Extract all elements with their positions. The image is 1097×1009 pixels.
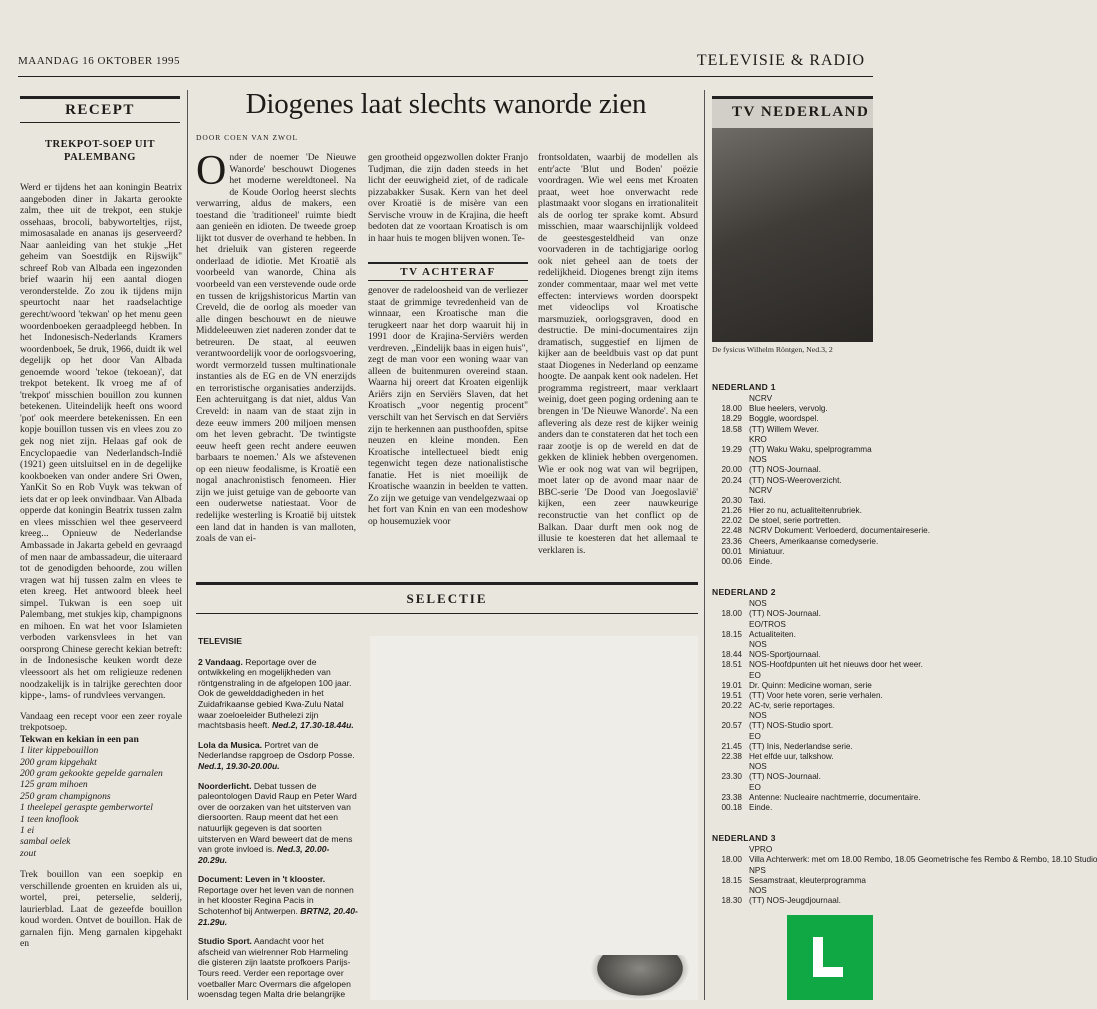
selectie-entry	[198, 740, 358, 772]
article-column-3	[538, 152, 698, 556]
schedule-time	[712, 671, 749, 681]
entry-title: Lola da Musica.	[198, 739, 262, 750]
entry-text: Portret van de Nederlandse rapgroep de Osdorp Posse.	[198, 739, 355, 761]
schedule-row	[712, 516, 873, 526]
schedule-program: EO	[749, 670, 761, 680]
schedule-program: (TT) NOS-Weeroverzicht.	[749, 475, 842, 485]
schedule-row	[712, 886, 873, 896]
schedule-row	[712, 762, 873, 772]
schedule-time	[712, 599, 749, 609]
entry-channel: BRTN2, 20.40-21.29u.	[198, 906, 358, 927]
recipe-body	[20, 182, 182, 950]
schedule-row	[712, 526, 930, 536]
schedule-time	[712, 394, 749, 404]
schedule-time: 18.00	[721, 404, 742, 414]
schedule-row	[712, 425, 873, 435]
article-text: frontsoldaten, waarbij de modellen als entr'acte 'Blut und Boden' poëzie voordragen. Wie wel eens met Kroaten praat, weet hoe onverwacht rede plastmaakt voor slogans en irrationaliteit als de oorlog ter sprake komt. Absurd misschien, maar waarschijnlijk voldeed de geestesgesteldheid van onze voorvaderen in de tachtigjarige oorlog ook niet geheel aan de toets der redelijkheid. Diogenes brengt zijn items zonder commentaar, maar wel met vette effecten: interviews worden doorspekt met videoclips vol Kroatische marsmuziek, oorlogsgraven, dood en destructie. De mini-documentaires zijn dramatisch, suggestief en lijmen de kijker aan de beeldbuis vast op dat punt staat Diogenes in Nederland op eenzame hoogte. De aanpak kent ook nadelen. Het programma registreert, maar verklaart weinig, doet geen poging ordening aan te brengen in 'De Nieuwe Wanorde'. Na een aflevering als deze rest de kijker weinig anders dan te constateren dat het toch een raar zootje is op de wereld en dat de gekken de kliniek hebben overgenomen. Wie er ook nog wat van wil begrijpen, moet later op de avond maar naar de BBC-serie 'De Dood van Joegoslavië' kijken, een zeer nauwkeurige reconstructie van het conflict op de Balkan. Daar durft men ook nog de illusie te koesteren dat het allemaal te verklaren is.	[538, 152, 698, 556]
schedule-row	[712, 465, 873, 475]
selectie-photo	[370, 636, 698, 1000]
schedule-program: (TT) NOS-Journaal.	[749, 772, 821, 782]
schedule-row	[712, 721, 873, 731]
schedule-program: (TT) NOS-Journaal.	[749, 465, 821, 475]
entry-text: Reportage over het leven van de nonnen in het klooster Regina Pacis in Schotenhof bij Antwerpen.	[198, 884, 354, 917]
schedule-row	[712, 445, 873, 455]
selectie-listings	[198, 636, 358, 1009]
schedule-time	[712, 455, 749, 465]
selectie-entry	[198, 781, 358, 866]
ingredient: 1 ei	[20, 824, 35, 836]
schedule-row	[712, 896, 873, 906]
schedule-time: 20.57	[721, 721, 742, 731]
schedule-program: NPS	[749, 865, 766, 875]
schedule-program: (TT) Voor hete voren, serie verhalen.	[749, 690, 883, 700]
schedule-time: 21.45	[721, 741, 742, 751]
entry-channel: Ned.2, 17.30-18.44u.	[272, 720, 354, 731]
ingredient: zout	[20, 847, 36, 859]
schedule-program: Cheers, Amerikaanse comedyserie.	[749, 536, 879, 546]
article-column-2b	[368, 285, 528, 527]
entry-channel: Ned.1, 19.30-20.00u.	[198, 760, 280, 771]
schedule-program: Sesamstraat, kleuterprogramma	[749, 875, 866, 885]
ingredient: 1 teen knoflook	[20, 813, 79, 825]
schedule-row	[712, 650, 873, 660]
ingredient: 200 gram kipgehakt	[20, 756, 97, 768]
schedule-row	[712, 711, 873, 721]
tv-schedule	[712, 382, 1097, 906]
schedule-row	[712, 681, 873, 691]
schedule-program: NOS	[749, 455, 767, 465]
selectie-entry	[198, 936, 358, 1000]
schedule-row	[712, 496, 873, 506]
schedule-program: Antenne: Nucleaire nachtmerrie, documentaire.	[749, 792, 921, 802]
ingredient: 250 gram champignons	[20, 790, 111, 802]
schedule-program: NOS	[749, 639, 767, 649]
schedule-program: Taxi.	[749, 495, 766, 505]
ingredient: 125 gram mihoen	[20, 779, 88, 791]
recipe-header: RECEPT	[20, 96, 180, 123]
masthead	[18, 52, 873, 77]
schedule-row	[712, 783, 873, 793]
schedule-time	[712, 640, 749, 650]
issue-date: MAANDAG 16 OKTOBER 1995	[18, 55, 180, 67]
schedule-program: Einde.	[749, 802, 773, 812]
entry-title: 2 Vandaag.	[198, 656, 243, 667]
schedule-program: Blue heelers, vervolg.	[749, 404, 828, 414]
schedule-program: Hier zo nu, actualiteitenrubriek.	[749, 506, 862, 516]
network-name: NEDERLAND 2	[712, 587, 776, 598]
schedule-time	[712, 866, 749, 876]
schedule-program: NCRV Dokument: Verloederd, documentaireserie.	[749, 526, 930, 536]
schedule-row	[712, 557, 873, 567]
tv-nederland-header	[712, 96, 873, 129]
column-rule	[187, 90, 188, 1000]
article-headline: Diogenes laat slechts wanorde zien	[245, 88, 647, 120]
schedule-time: 22.48	[721, 526, 742, 536]
schedule-row	[712, 855, 1097, 865]
schedule-row	[712, 435, 873, 445]
schedule-time: 20.30	[721, 495, 742, 505]
schedule-program: Boggle, woordspel.	[749, 414, 819, 424]
schedule-row	[712, 414, 873, 424]
rontgen-photo	[712, 128, 873, 342]
schedule-row	[712, 476, 873, 486]
schedule-row	[712, 536, 879, 547]
entry-channel: Ned.3, 20.00-20.29u.	[198, 844, 330, 865]
schedule-row	[712, 866, 873, 876]
schedule-time: 18.30	[721, 896, 742, 906]
schedule-row	[712, 742, 873, 752]
column-label: TV ACHTERAF	[368, 262, 528, 281]
schedule-time: 18.00	[721, 609, 742, 619]
schedule-program: EO	[749, 731, 761, 741]
schedule-time	[712, 762, 749, 772]
ingredients-title: Tekwan en kekian in een pan	[20, 733, 139, 745]
schedule-program: VPRO	[749, 845, 773, 855]
schedule-time: 23.30	[721, 772, 742, 782]
schedule-time: 00.18	[721, 802, 742, 812]
ingredient: 1 liter kippebouillon	[20, 745, 99, 757]
schedule-program: (TT) Waku Waku, spelprogramma	[749, 444, 872, 454]
schedule-program: NCRV	[749, 394, 773, 403]
schedule-time	[712, 845, 749, 855]
entry-title: Document: Leven in 't klooster.	[198, 874, 326, 885]
drop-cap: O	[196, 148, 227, 194]
schedule-time: 21.26	[721, 506, 742, 516]
schedule-time: 19.51	[721, 690, 742, 700]
schedule-row	[712, 671, 873, 681]
schedule-program: AC-tv, serie reportages.	[749, 701, 835, 711]
schedule-row	[712, 630, 873, 640]
schedule-row	[712, 640, 873, 650]
entry-text: Aandacht voor het afscheid van wielrenner Rob Harmeling die gisteren zijn laatste profkoers Parijs-Tours reed. Verder een reportage over voetballer Marc Overmars die afgelopen woensdag tegen Malta drie belangrijke	[198, 936, 351, 1000]
ingredient: 200 gram gekookte gepelde garnalen	[20, 767, 163, 779]
schedule-time: 18.15	[721, 629, 742, 639]
ingredient: 1 theelepel geraspte gemberwortel	[20, 802, 153, 814]
schedule-program: NOS	[749, 762, 767, 772]
schedule-program: (TT) NOS-Journaal.	[749, 609, 821, 619]
schedule-program: (TT) Willem Wever.	[749, 424, 819, 434]
schedule-time	[712, 732, 749, 742]
logo-badge	[787, 915, 873, 1000]
schedule-program: EO/TROS	[749, 619, 786, 629]
schedule-row	[712, 772, 873, 782]
schedule-row	[712, 599, 873, 609]
selectie-entry	[198, 874, 358, 927]
article-column-1	[196, 148, 356, 545]
schedule-row	[712, 547, 873, 557]
selectie-category: TELEVISIE	[198, 636, 242, 646]
schedule-time	[712, 486, 749, 496]
schedule-row	[712, 732, 873, 742]
schedule-row	[712, 701, 873, 711]
schedule-program: Einde.	[749, 557, 773, 566]
schedule-time: 19.01	[721, 680, 742, 690]
schedule-time: 20.24	[721, 475, 742, 485]
schedule-time: 18.58	[721, 424, 742, 434]
schedule-program: Dr. Quinn: Medicine woman, serie	[749, 680, 872, 690]
schedule-time	[712, 435, 749, 445]
selectie-title: SELECTIE	[406, 591, 488, 606]
schedule-time: 20.00	[721, 465, 742, 475]
network-name: NEDERLAND 3	[712, 833, 776, 844]
schedule-row	[712, 404, 873, 414]
schedule-row	[712, 660, 923, 670]
schedule-program: NOS	[749, 711, 767, 721]
schedule-row	[712, 394, 873, 404]
section-title: TELEVISIE & RADIO	[696, 52, 865, 69]
schedule-program: Actualiteiten.	[749, 629, 796, 639]
selectie-header	[196, 582, 698, 614]
recipe-paragraph: Werd er tijdens het aan koningin Beatrix aangeboden diner in Jakarta gerookte zalm, thee uit de trekpot, een stukje ossehaas, brocoli, babyworteltjes, rijst, mimosasalade en ananas ijs geserveerd? Naar aanleiding van het stukje „Het geheim van Soestdijk en Rijswijk" schreef Rob van Albada een ingezonden brief waarin hij een aantal diogen veronderstelde. Zo zou ik tijdens mijn speurtocht naar het raadselachtige gerecht/woord 'tekwan' op het menu geen woordenboeken geraadpleegd hebben. In het Indonesisch-Nederlands Kramers woordenboek, 5e druk, 1966, duidt ik wel degelijk op het door Van Albada genoemde woord 'tekoe (tekoean)', dat trekpot betekent. Ik vroeg me af of 'trekpot' misschien bouillon zou kunnen betekenen. Uiteindelijk heeft ons woord 'pot' ook meerdere betekenissen. En een kopje bouillon tussen vis en vlees zou zo gek nog niet zijn. Helaas gaf ook de Encyclopaedie van Nederlandsch-Indië (1921) geen uitsluitsel en in de degelijke kookboeken van onder andere Sri Owen, YanKit So en Rob Vuyk was tekwan of iets dat er op leek onvindbaar. Van Albada opperde dat koningin Beatrix tussen zalm en vlees misschien wel thee geserveerd kreeg... Opnieuw de Nederlandse Ambassade in Jakarta gebeld en gevraagd of men naar de ambassadeur, die uiteraard tot de genodigden behoorde, zou willen vragen wat hij tussen zalm en vlees te eten kreeg. Het antwoord bleek heel simpel. Tukwan is een soep uit Palembang, met stukjes kip, champignons en mihoen. En wat het voor Islamieten verboden varkensvlees in het van oorsprong Chinese gerecht kekian betreft: in de Indonesische keuken wordt deze vleessoort als het om religieuze redenen noodzakelijk is in talrijke gerechten door kippe-, lams- of rundvlees vervangen.	[20, 182, 182, 702]
schedule-time	[712, 711, 749, 721]
recipe-title: TREKPOT-SOEP UIT PALEMBANG	[44, 139, 156, 163]
photo-caption: De fysicus Wilhelm Röntgen, Ned.3, 2	[712, 345, 833, 354]
schedule-time: 18.00	[721, 855, 742, 865]
schedule-time	[712, 886, 749, 896]
schedule-time: 20.22	[721, 701, 742, 711]
schedule-program: NOS	[749, 599, 767, 609]
schedule-program: EO	[749, 782, 761, 792]
schedule-program: (TT) NOS-Jeugdjournaal.	[749, 896, 841, 906]
ingredient: sambal oelek	[20, 836, 71, 848]
schedule-row	[712, 620, 873, 630]
entry-title: Studio Sport.	[198, 936, 252, 947]
schedule-row	[712, 792, 921, 803]
recipe-intro: Vandaag een recept voor een zeer royale trekpotsoep.	[20, 710, 182, 734]
recipe-method: Trek bouillon van een soepkip en verschillende groenten en kruiden als ui, wortel, prei, peterselie, selderij, laurierblad. Laat de gezeefde bouillon koud worden. Ontvet de bouillon. Hak de garnalen fijn. Meng garnalen kipgehakt en	[20, 869, 182, 950]
article-text: gen grootheid opgezwollen dokter Franjo Tudjman, die zijn daden steeds in het licht der eeuwigheid ziet, of de radicale pizzabakker Susak. Kern van het deel over Kroatië is de misère van een Servische vrouw in de Krajina, die heeft bedoten dat ze voortaan Kroatisch is om in haar huis te mogen blijven wonen. Te-	[368, 152, 528, 244]
schedule-time	[712, 783, 749, 793]
network-name: NEDERLAND 1	[712, 382, 776, 392]
article-byline: DOOR COEN VAN ZWOL	[196, 133, 299, 142]
schedule-time: 23.38	[721, 792, 742, 802]
schedule-row	[712, 486, 873, 496]
schedule-program: Villa Achterwerk: met om 18.00 Rembo, 18.05 Geometrische fes Rembo & Rembo, 18.10 Studio	[749, 855, 1097, 865]
schedule-row	[712, 752, 873, 762]
schedule-row	[712, 455, 873, 465]
schedule-time: 18.44	[721, 650, 742, 660]
schedule-row	[712, 506, 873, 516]
article-text: genover de radeloosheid van de verliezer staat de grimmige tevredenheid van de winnaar, een Kroatische man die terugkeert naar het dorp waaruit hij in 1991 door de Krajina-Serviërs werden verdreven. „Eindelijk baas in eigen huis", zegt de man voor een woning waar van alleen de buitenmuren overeind staan. Waarna hij oreert dat Kroaten eigenlijk Ariërs zijn en Serviërs Slaven, dat het Kroatisch „voor negentig procent" verschilt van het Servisch en dat Serviërs zijn te herkennen aan pusthoofden, spitse neuzen en kleine monden. Een Kroatische intellectueel biedt enig tegenwicht tegen deze nationalistische fanatie. Het is niet moeilijk de Kroatische waanzin in beelden te vatten. Zo zijn we getuige van vendelgezwaai op het fort van Knin en van een modeshow op housemuziek voor	[368, 285, 528, 527]
schedule-time: 22.02	[721, 516, 742, 526]
ingredient-list	[20, 734, 182, 859]
schedule-program: NOS	[749, 885, 767, 895]
schedule-time: 18.29	[721, 414, 742, 424]
schedule-program: Miniatuur.	[749, 546, 785, 556]
schedule-time	[712, 620, 749, 630]
schedule-time: 23.36	[721, 536, 742, 546]
schedule-program: NCRV	[749, 485, 773, 495]
schedule-program: NOS-Hoofdpunten uit het nieuws door het weer.	[749, 660, 923, 670]
schedule-row	[712, 609, 873, 619]
schedule-time: 18.15	[721, 875, 742, 885]
schedule-program: KRO	[749, 434, 767, 444]
schedule-program: (TT) Inis, Nederlandse serie.	[749, 741, 853, 751]
selectie-entry	[198, 657, 358, 731]
schedule-row	[712, 803, 873, 813]
schedule-program: De stoel, serie portretten.	[749, 516, 841, 526]
photo-object	[590, 955, 690, 1000]
article-text: nder de noemer 'De Nieuwe Wanorde' beschouwt Diogenes het moderne wereldtoneel. Na de Koude Oorlog heerst slechts verwarring, aldus de makers, een toestand die 'traditioneel' ruimte biedt aan genieën en idioten. De tweede groep lijkt tot dusver de overhand te hebben. In het drieluik van gisteren regeerde onderlaad de idiotie. Met Kroatië als voorbeeld van wanorde, China als voorbeeld van een verstevende oude orde en tussen de krijgshistoricus Martin van Creveld, die de oorlog als moeder van alle dingen beschouwt en de nieuwe Middeleeuwen ziet naderen zonder dat te betreuren. De staat, al eeuwen verantwoordelijk voor de oorlogsvoering, wordt vermorzeld tussen multinationale instanties als de EG en de VN enerzijds en terroristische organisaties anderzijds. Een achteruitgang is dat niet, aldus Van Creveld: in naam van de staat zijn in deze eeuw immers 200 miljoen mensen om het leven gebracht. 'De twintigste eeuw heeft geen recht andere eeuwen barbaars te noemen.' Als we afstevenen op een nieuw feodalisme, is Kroatië een nogal anachronistisch fenomeen. Hier zijn we juist getuige van de geboorte van een ouderwetse natiestaat. Voor de redelijke westerling is Kroatië bij uitstek een land dat in handen is van malloten, zoals de van ei-	[196, 152, 356, 545]
schedule-program: NOS-Sportjournaal.	[749, 650, 821, 660]
schedule-time: 18.51	[721, 660, 742, 670]
schedule-program: Het elfde uur, talkshow.	[749, 752, 834, 761]
article-column-2a	[368, 152, 528, 244]
schedule-time: 00.06	[721, 557, 742, 566]
schedule-time: 00.01	[721, 546, 742, 556]
schedule-row	[712, 845, 873, 855]
tv-nederland-title: TV NEDERLAND	[732, 104, 870, 120]
column-rule	[704, 90, 705, 1000]
schedule-time: 22.38	[721, 752, 742, 761]
schedule-program: (TT) NOS-Studio sport.	[749, 721, 834, 731]
schedule-row	[712, 690, 883, 701]
schedule-time: 19.29	[721, 444, 742, 454]
entry-text: Reportage over de ontwikkeling en mogelijkheden van röntgenstraling in de afgelopen 100 jaar. Ook de gewelddadigheden in het Zuidafrikaanse gebied Kwa-Zulu Natal waar zoeloeleider Buthelezi zijn machtsbasis heeft.	[198, 656, 352, 731]
schedule-row	[712, 876, 873, 886]
entry-text: Debat tussen de paleontologen David Raup en Peter Ward over de oorzaken van het uitsterven van diersoorten. Raup meent dat het een natuurlijk gegeven is dat soorten uitsterven en Ward beweert dat de mens van grote invloed is.	[198, 780, 357, 855]
entry-title: Noorderlicht.	[198, 780, 252, 791]
